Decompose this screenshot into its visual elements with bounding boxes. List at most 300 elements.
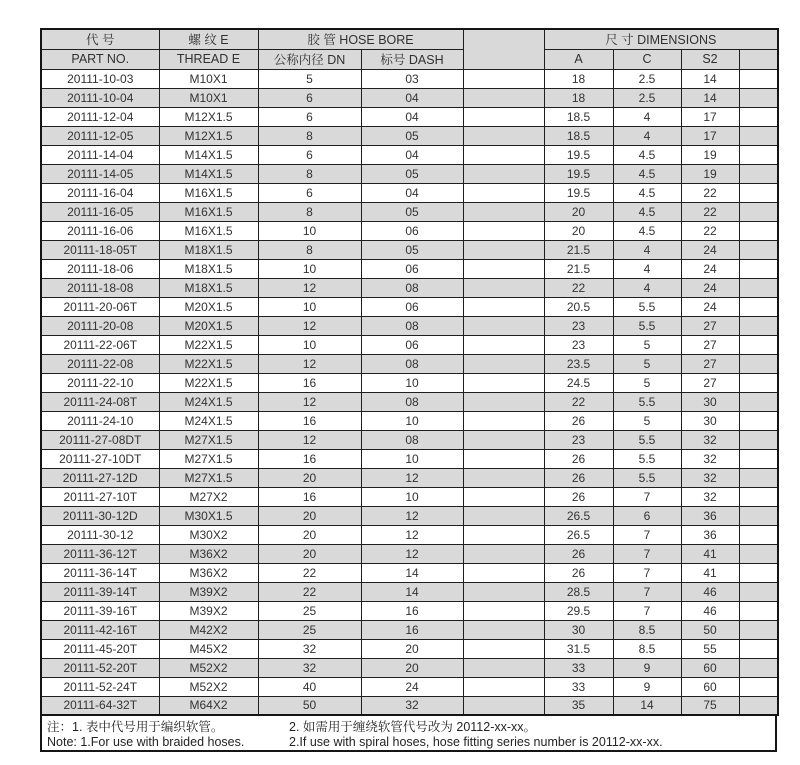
dim-s2-header: S2 — [681, 49, 739, 69]
thread-cell: M18X1.5 — [159, 278, 258, 297]
dn-cell: 8 — [258, 164, 361, 183]
part-no-cell: 20111-10-03 — [41, 69, 159, 88]
part-no-cell: 20111-16-05 — [41, 202, 159, 221]
spacer-cell — [739, 601, 778, 620]
table-row — [41, 297, 778, 316]
dash-cell: 12 — [361, 506, 463, 525]
thread-cell: M30X2 — [159, 525, 258, 544]
spacer-cell — [739, 297, 778, 316]
dim-a-cell: 26.5 — [544, 506, 613, 525]
dash-cell: 10 — [361, 373, 463, 392]
dn-cell: 16 — [258, 373, 361, 392]
dim-s2-cell: 27 — [681, 354, 739, 373]
dn-cell: 22 — [258, 563, 361, 582]
table-row — [41, 88, 778, 107]
table-row — [41, 506, 778, 525]
thread-cell: M64X2 — [159, 696, 258, 715]
thread-cell: M39X2 — [159, 582, 258, 601]
dim-c-cell: 4.5 — [613, 221, 681, 240]
thread-cell: M24X1.5 — [159, 392, 258, 411]
spacer-column-subheader — [739, 49, 778, 69]
spacer-cell — [739, 392, 778, 411]
dn-cell: 20 — [258, 506, 361, 525]
part-no-cell: 20111-30-12 — [41, 525, 159, 544]
dash-cell: 10 — [361, 487, 463, 506]
spacer-cell — [463, 525, 544, 544]
dash-cell: 05 — [361, 126, 463, 145]
dim-c-cell: 5 — [613, 373, 681, 392]
table-row — [41, 411, 778, 430]
table-row — [41, 582, 778, 601]
dim-c-cell: 2.5 — [613, 69, 681, 88]
dim-s2-cell: 24 — [681, 240, 739, 259]
part-no-cell: 20111-24-08T — [41, 392, 159, 411]
dash-header: 标号 DASH — [361, 49, 463, 69]
part-no-cell: 20111-52-24T — [41, 677, 159, 696]
dim-s2-cell: 50 — [681, 620, 739, 639]
dim-s2-cell: 19 — [681, 145, 739, 164]
spacer-cell — [739, 164, 778, 183]
dash-cell: 06 — [361, 335, 463, 354]
thread-cell: M14X1.5 — [159, 164, 258, 183]
dim-a-cell: 30 — [544, 620, 613, 639]
thread-cell: M20X1.5 — [159, 297, 258, 316]
thread-header-zh: 螺 纹 E — [159, 29, 258, 49]
spacer-cell — [463, 544, 544, 563]
dim-a-cell: 35 — [544, 696, 613, 715]
dn-cell: 16 — [258, 411, 361, 430]
table-row — [41, 69, 778, 88]
dim-c-cell: 4 — [613, 240, 681, 259]
dn-cell: 20 — [258, 468, 361, 487]
dash-cell: 16 — [361, 620, 463, 639]
thread-cell: M24X1.5 — [159, 411, 258, 430]
table-row — [41, 696, 778, 715]
spacer-cell — [463, 88, 544, 107]
spacer-cell — [463, 639, 544, 658]
part-no-cell: 20111-18-06 — [41, 259, 159, 278]
dim-a-cell: 26.5 — [544, 525, 613, 544]
dn-cell: 8 — [258, 202, 361, 221]
thread-cell: M14X1.5 — [159, 145, 258, 164]
dim-c-cell: 7 — [613, 544, 681, 563]
dim-s2-cell: 14 — [681, 69, 739, 88]
table-row — [41, 164, 778, 183]
part-no-cell: 20111-64-32T — [41, 696, 159, 715]
spacer-cell — [463, 620, 544, 639]
part-no-cell: 20111-18-05T — [41, 240, 159, 259]
spacer-cell — [463, 69, 544, 88]
part-no-cell: 20111-22-06T — [41, 335, 159, 354]
dim-s2-cell: 46 — [681, 601, 739, 620]
table-body — [41, 69, 778, 715]
dim-c-header: C — [613, 49, 681, 69]
dim-s2-cell: 32 — [681, 430, 739, 449]
dim-c-cell: 4 — [613, 278, 681, 297]
spacer-cell — [463, 430, 544, 449]
dn-cell: 12 — [258, 316, 361, 335]
part-no-cell: 20111-22-10 — [41, 373, 159, 392]
dim-a-cell: 19.5 — [544, 145, 613, 164]
table-row — [41, 107, 778, 126]
dash-cell: 04 — [361, 145, 463, 164]
thread-cell: M16X1.5 — [159, 202, 258, 221]
dash-cell: 14 — [361, 563, 463, 582]
thread-cell: M52X2 — [159, 658, 258, 677]
dim-s2-cell: 32 — [681, 487, 739, 506]
spacer-cell — [739, 468, 778, 487]
dash-cell: 24 — [361, 677, 463, 696]
dim-a-cell: 26 — [544, 563, 613, 582]
dim-a-cell: 22 — [544, 392, 613, 411]
dn-cell: 12 — [258, 278, 361, 297]
thread-cell: M22X1.5 — [159, 335, 258, 354]
thread-cell: M22X1.5 — [159, 373, 258, 392]
dn-cell: 20 — [258, 525, 361, 544]
dim-s2-cell: 22 — [681, 183, 739, 202]
part-no-cell: 20111-27-10DT — [41, 449, 159, 468]
spacer-cell — [739, 449, 778, 468]
spacer-cell — [463, 506, 544, 525]
thread-cell: M10X1 — [159, 69, 258, 88]
spacer-cell — [463, 411, 544, 430]
dim-a-cell: 26 — [544, 544, 613, 563]
dn-cell: 20 — [258, 544, 361, 563]
dn-cell: 6 — [258, 88, 361, 107]
spacer-cell — [739, 126, 778, 145]
dash-cell: 06 — [361, 221, 463, 240]
dim-a-cell: 23.5 — [544, 354, 613, 373]
thread-cell: M36X2 — [159, 563, 258, 582]
dim-s2-cell: 24 — [681, 259, 739, 278]
dim-a-cell: 23 — [544, 335, 613, 354]
dash-cell: 16 — [361, 601, 463, 620]
dash-cell: 20 — [361, 639, 463, 658]
dash-cell: 08 — [361, 392, 463, 411]
dash-cell: 04 — [361, 107, 463, 126]
spacer-cell — [463, 335, 544, 354]
dn-cell: 10 — [258, 335, 361, 354]
header-row-zh — [41, 29, 778, 49]
dim-c-cell: 5.5 — [613, 316, 681, 335]
dash-cell: 12 — [361, 525, 463, 544]
dim-c-cell: 6 — [613, 506, 681, 525]
dim-a-cell: 18.5 — [544, 126, 613, 145]
dim-a-cell: 24.5 — [544, 373, 613, 392]
part-no-cell: 20111-20-08 — [41, 316, 159, 335]
thread-cell: M18X1.5 — [159, 259, 258, 278]
dash-cell: 20 — [361, 658, 463, 677]
dn-cell: 6 — [258, 107, 361, 126]
table-row — [41, 183, 778, 202]
part-no-cell: 20111-27-10T — [41, 487, 159, 506]
dn-cell: 16 — [258, 449, 361, 468]
dn-cell: 10 — [258, 259, 361, 278]
part-no-header-en: PART NO. — [41, 49, 159, 69]
spacer-cell — [463, 164, 544, 183]
spacer-cell — [463, 278, 544, 297]
spacer-cell — [739, 316, 778, 335]
dim-c-cell: 8.5 — [613, 639, 681, 658]
thread-cell: M27X2 — [159, 487, 258, 506]
dash-cell: 08 — [361, 316, 463, 335]
spacer-cell — [463, 449, 544, 468]
dim-c-cell: 5 — [613, 411, 681, 430]
spacer-cell — [739, 696, 778, 715]
thread-cell: M27X1.5 — [159, 468, 258, 487]
dim-c-cell: 7 — [613, 582, 681, 601]
spacer-cell — [739, 620, 778, 639]
thread-cell: M52X2 — [159, 677, 258, 696]
dim-s2-cell: 22 — [681, 221, 739, 240]
spacer-cell — [739, 88, 778, 107]
table-row — [41, 639, 778, 658]
dim-c-cell: 7 — [613, 563, 681, 582]
dim-c-cell: 4.5 — [613, 202, 681, 221]
dn-cell: 8 — [258, 240, 361, 259]
dim-c-cell: 4 — [613, 126, 681, 145]
dim-s2-cell: 30 — [681, 392, 739, 411]
part-no-cell: 20111-30-12D — [41, 506, 159, 525]
table-row — [41, 677, 778, 696]
dim-s2-cell: 17 — [681, 107, 739, 126]
table-row — [41, 259, 778, 278]
dim-c-cell: 7 — [613, 487, 681, 506]
dn-cell: 22 — [258, 582, 361, 601]
dn-cell: 40 — [258, 677, 361, 696]
dim-c-cell: 14 — [613, 696, 681, 715]
spacer-cell — [463, 487, 544, 506]
dim-s2-cell: 41 — [681, 544, 739, 563]
spacer-cell — [739, 639, 778, 658]
table-row — [41, 449, 778, 468]
dash-cell: 06 — [361, 259, 463, 278]
header-row-en — [41, 49, 778, 69]
dn-cell: 32 — [258, 658, 361, 677]
dim-s2-cell: 27 — [681, 373, 739, 392]
part-no-cell: 20111-18-08 — [41, 278, 159, 297]
dim-c-cell: 7 — [613, 601, 681, 620]
spacer-cell — [463, 658, 544, 677]
spacer-cell — [739, 183, 778, 202]
spacer-cell — [463, 392, 544, 411]
dim-a-cell: 26 — [544, 449, 613, 468]
dash-cell: 04 — [361, 183, 463, 202]
spacer-cell — [739, 221, 778, 240]
dn-cell: 32 — [258, 639, 361, 658]
dim-s2-cell: 17 — [681, 126, 739, 145]
dim-a-cell: 26 — [544, 487, 613, 506]
dim-s2-cell: 14 — [681, 88, 739, 107]
dim-c-cell: 5.5 — [613, 430, 681, 449]
dim-s2-cell: 41 — [681, 563, 739, 582]
table-row — [41, 316, 778, 335]
spacer-cell — [463, 373, 544, 392]
table-row — [41, 221, 778, 240]
spacer-cell — [739, 259, 778, 278]
table-row — [41, 525, 778, 544]
dn-cell: 12 — [258, 430, 361, 449]
dim-c-cell: 4 — [613, 259, 681, 278]
dim-a-cell: 23 — [544, 316, 613, 335]
thread-cell: M36X2 — [159, 544, 258, 563]
dim-a-cell: 29.5 — [544, 601, 613, 620]
table-row — [41, 335, 778, 354]
note-zh-1: 注：1. 表中代号用于编织软管。 — [47, 720, 224, 734]
dimensions-group-header: 尺 寸 DIMENSIONS — [544, 29, 778, 49]
table-row — [41, 563, 778, 582]
spacer-cell — [739, 278, 778, 297]
dim-a-cell: 28.5 — [544, 582, 613, 601]
dim-c-cell: 5.5 — [613, 392, 681, 411]
spacer-cell — [463, 468, 544, 487]
dim-c-cell: 5.5 — [613, 468, 681, 487]
table-row — [41, 601, 778, 620]
part-no-cell: 20111-10-04 — [41, 88, 159, 107]
table-row — [41, 240, 778, 259]
dim-a-cell: 18 — [544, 69, 613, 88]
table-header — [41, 29, 778, 69]
dim-c-cell: 5.5 — [613, 297, 681, 316]
dn-cell: 5 — [258, 69, 361, 88]
fitting-spec-sheet — [40, 28, 777, 752]
thread-cell: M27X1.5 — [159, 430, 258, 449]
spacer-cell — [463, 297, 544, 316]
spacer-cell — [739, 544, 778, 563]
dash-cell: 12 — [361, 544, 463, 563]
dim-a-cell: 19.5 — [544, 164, 613, 183]
table-row — [41, 392, 778, 411]
part-no-cell: 20111-14-05 — [41, 164, 159, 183]
dn-header: 公称内径 DN — [258, 49, 361, 69]
part-no-cell: 20111-22-08 — [41, 354, 159, 373]
dash-cell: 06 — [361, 297, 463, 316]
thread-cell: M16X1.5 — [159, 183, 258, 202]
thread-cell: M30X1.5 — [159, 506, 258, 525]
dim-c-cell: 5 — [613, 335, 681, 354]
dn-cell: 6 — [258, 183, 361, 202]
spacer-cell — [463, 202, 544, 221]
dash-cell: 32 — [361, 696, 463, 715]
dn-cell: 12 — [258, 392, 361, 411]
dim-a-cell: 26 — [544, 411, 613, 430]
dn-cell: 8 — [258, 126, 361, 145]
spacer-cell — [463, 221, 544, 240]
dim-s2-cell: 46 — [681, 582, 739, 601]
dim-a-cell: 33 — [544, 658, 613, 677]
part-no-cell: 20111-39-16T — [41, 601, 159, 620]
dash-cell: 04 — [361, 88, 463, 107]
dash-cell: 08 — [361, 430, 463, 449]
part-no-cell: 20111-45-20T — [41, 639, 159, 658]
part-no-cell: 20111-16-04 — [41, 183, 159, 202]
thread-cell: M16X1.5 — [159, 221, 258, 240]
part-no-cell: 20111-16-06 — [41, 221, 159, 240]
part-no-cell: 20111-12-04 — [41, 107, 159, 126]
part-no-cell: 20111-42-16T — [41, 620, 159, 639]
dim-s2-cell: 32 — [681, 468, 739, 487]
table-row — [41, 354, 778, 373]
spacer-cell — [739, 107, 778, 126]
dim-s2-cell: 30 — [681, 411, 739, 430]
note-en-2: 2.If use with spiral hoses, hose fitting series number is 20112-xx-xx. — [289, 735, 663, 749]
dim-c-cell: 9 — [613, 658, 681, 677]
dim-a-cell: 20 — [544, 221, 613, 240]
spacer-cell — [739, 354, 778, 373]
spacer-cell — [463, 259, 544, 278]
dn-cell: 6 — [258, 145, 361, 164]
dim-s2-cell: 22 — [681, 202, 739, 221]
dash-cell: 08 — [361, 278, 463, 297]
table-row — [41, 544, 778, 563]
dim-c-cell: 5 — [613, 354, 681, 373]
part-no-header-zh: 代 号 — [41, 29, 159, 49]
spacer-cell — [463, 126, 544, 145]
dim-s2-cell: 60 — [681, 658, 739, 677]
dn-cell: 12 — [258, 354, 361, 373]
spacer-cell — [463, 696, 544, 715]
table-row — [41, 373, 778, 392]
spacer-cell — [739, 430, 778, 449]
spacer-cell — [739, 506, 778, 525]
dim-c-cell: 9 — [613, 677, 681, 696]
thread-cell: M42X2 — [159, 620, 258, 639]
spacer-cell — [739, 373, 778, 392]
spacer-cell — [739, 69, 778, 88]
spacer-cell — [463, 107, 544, 126]
spacer-cell — [739, 202, 778, 221]
spacer-cell — [739, 563, 778, 582]
dn-cell: 50 — [258, 696, 361, 715]
dim-a-cell: 18.5 — [544, 107, 613, 126]
dim-a-header: A — [544, 49, 613, 69]
table-row — [41, 145, 778, 164]
spacer-cell — [463, 316, 544, 335]
thread-cell: M20X1.5 — [159, 316, 258, 335]
thread-cell: M39X2 — [159, 601, 258, 620]
spacer-cell — [463, 601, 544, 620]
dash-cell: 10 — [361, 449, 463, 468]
dim-c-cell: 4.5 — [613, 145, 681, 164]
dn-cell: 10 — [258, 297, 361, 316]
spacer-cell — [463, 563, 544, 582]
spacer-cell — [463, 183, 544, 202]
dash-cell: 03 — [361, 69, 463, 88]
spacer-cell — [463, 354, 544, 373]
spacer-cell — [739, 145, 778, 164]
dn-cell: 25 — [258, 620, 361, 639]
dim-s2-cell: 55 — [681, 639, 739, 658]
dash-cell: 05 — [361, 164, 463, 183]
dim-a-cell: 21.5 — [544, 259, 613, 278]
dim-a-cell: 20.5 — [544, 297, 613, 316]
dim-s2-cell: 19 — [681, 164, 739, 183]
table-row — [41, 468, 778, 487]
dim-c-cell: 7 — [613, 525, 681, 544]
part-no-cell: 20111-14-04 — [41, 145, 159, 164]
dim-a-cell: 23 — [544, 430, 613, 449]
hose-fitting-table — [40, 28, 779, 716]
thread-cell: M10X1 — [159, 88, 258, 107]
spacer-cell — [739, 335, 778, 354]
part-no-cell: 20111-36-14T — [41, 563, 159, 582]
part-no-cell: 20111-12-05 — [41, 126, 159, 145]
dim-a-cell: 20 — [544, 202, 613, 221]
dim-c-cell: 4 — [613, 107, 681, 126]
dim-s2-cell: 32 — [681, 449, 739, 468]
dim-a-cell: 26 — [544, 468, 613, 487]
table-row — [41, 126, 778, 145]
